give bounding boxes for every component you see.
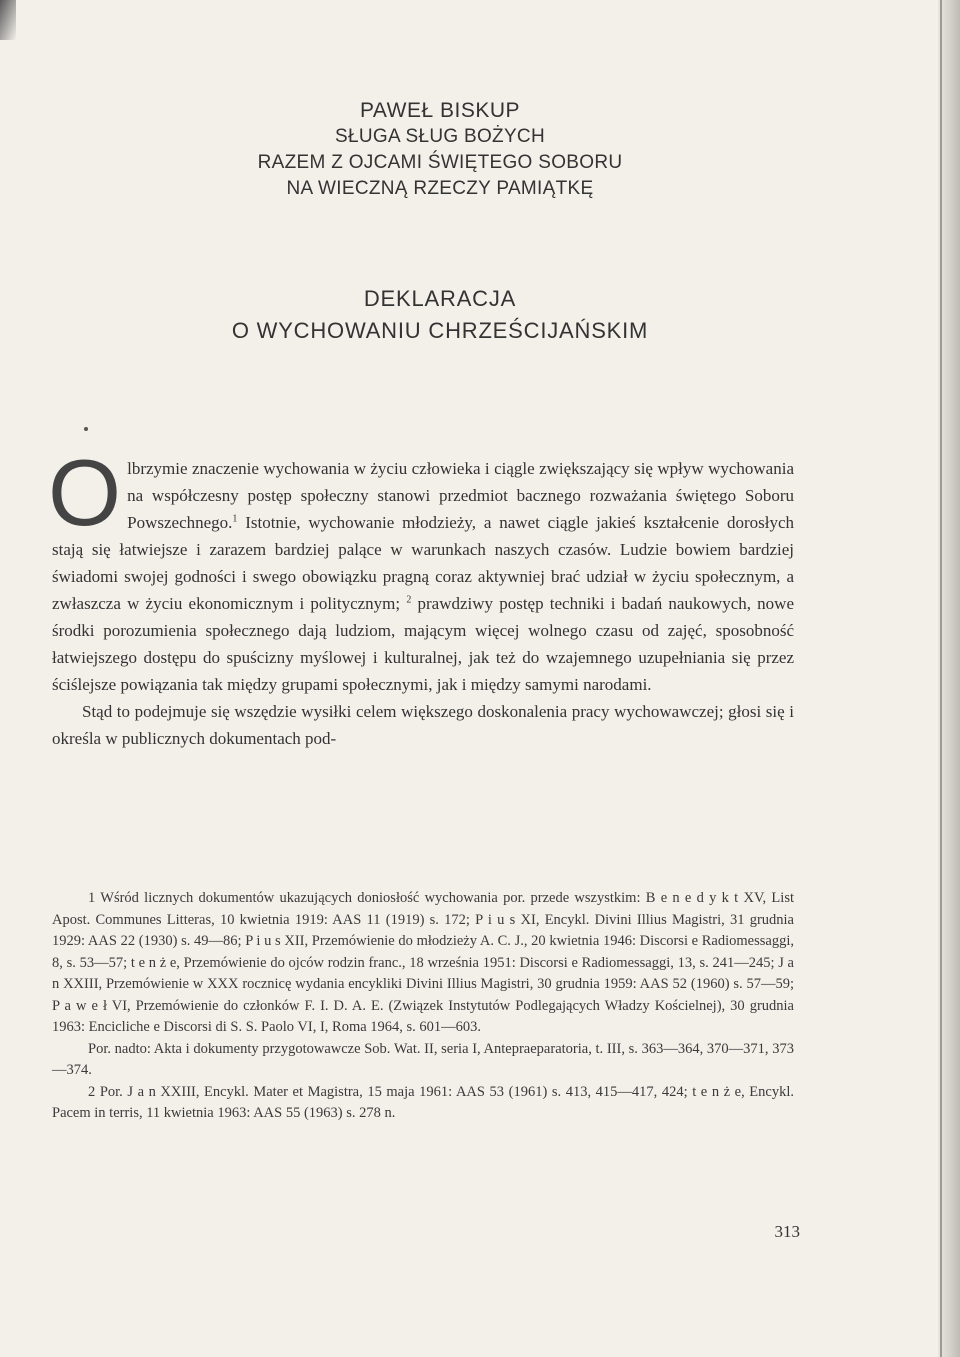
declaration-subtitle: O WYCHOWANIU CHRZEŚCIJAŃSKIM bbox=[231, 318, 649, 343]
footnote-2: 2 Por. J a n XXIII, Encykl. Mater et Magistra, 15 maja 1961: AAS 53 (1961) s. 413, 415—417, 424; t e n ż e, Encykl. Pacem in terris, 11 kwietnia 1963: AAS 55 (1963) s. 278 n. bbox=[52, 1083, 794, 1121]
paragraph-1-part-c: prawdziwy postęp techniki i badań naukowych, nowe środki porozumienia społecznego dają ludziom, mającym więcej wolnego czasu od zajęć, sposobność łatwiejszego dostępu do spuścizny myślowej i kulturalnej, jak też do wzajemnego uzupełniania się przez ściślejsze powiązania tak między grupami społecznymi, jak i między samymi narodami. bbox=[52, 594, 795, 694]
footnotes bbox=[52, 888, 794, 1125]
memorial-line: NA WIECZNĄ RZECZY PAMIĄTKĘ bbox=[286, 178, 594, 199]
footnote-ref-1[interactable]: 1 bbox=[232, 513, 238, 525]
footnote-1: 1 Wśród licznych dokumentów ukazujących doniosłość wychowania por. przede wszystkim: B e n e d y k t XV, List Apost. Communes Litteras, 10 kwietnia 1919: AAS 11 (1919) s. 172; P i u s XI, Encykl. Divini Illius Magistri, 31 grudnia 1929: AAS 22 (1930) s. 49—86; P i u s XII, Przemówienie do młodzieży A. C. J., 20 kwietnia 1946: Discorsi e Radiomessaggi, 8, s. 53—57; t e n ż e, Przemówienie do ojców rodzin franc., 18 września 1951: Discorsi e Radiomessaggi, 13, s. 241—245; J a n XXIII, Przemówienie w XXX rocznicę wydania encykliki Divini Illius Magistri, 30 grudnia 1959: AAS 52 (1960) s. 57—59; P a w e ł VI, Przemówienie do członków F. I. D. A. E. (Związek Instytutów Podlegających Władzy Kościelnej), 30 grudnia 1963: Encicliche e Discorsi di S. S. Paolo VI, I, Roma 1964, s. 601—603. bbox=[52, 890, 794, 1035]
scan-corner-shadow bbox=[0, 0, 16, 40]
drop-cap: O bbox=[48, 440, 122, 545]
paragraph-2: Stąd to podejmuje się wszędzie wysiłki celem większego doskonalenia pracy wychowawczej; głosi się i określa w publicznych dokumentach pod- bbox=[52, 702, 794, 748]
paragraph-1-part-a: lbrzymie znaczenie wychowania w życiu człowieka i ciągle zwiększający się wpływ wychowania na współczesny postęp społeczny stanowi przedmiot bacznego rozważania świętego Soboru Powszechnego. bbox=[127, 459, 794, 532]
main-text bbox=[48, 440, 795, 752]
book-gutter-line bbox=[940, 0, 942, 1357]
declaration-title: DEKLARACJA bbox=[363, 286, 517, 311]
document-header bbox=[80, 98, 800, 347]
margin-dot bbox=[84, 427, 88, 431]
servant-title: SŁUGA SŁUG BOŻYCH bbox=[335, 126, 545, 147]
pope-name: PAWEŁ BISKUP bbox=[359, 99, 521, 122]
footnote-1-continued: Por. nadto: Akta i dokumenty przygotowawcze Sob. Wat. II, seria I, Antepraeparatoria, t. III, s. 363—364, 370—371, 373—374. bbox=[52, 1040, 794, 1078]
paragraph-1-part-b: Istotnie, wychowanie młodzieży, a nawet ciągle jakieś kształcenie dorosłych stają się łatwiejsze i zarazem bardziej palące w warunkach naszych czasów. Ludzie bowiem bardziej świadomi swojej godności i swego obowiązku pragną coraz aktywniej brać udział w życiu społecznym, a zwłaszcza w życiu ekonomicznym i politycznym; bbox=[52, 513, 794, 613]
paragraph-1 bbox=[48, 440, 795, 698]
council-fathers-line: RAZEM Z OJCAMI ŚWIĘTEGO SOBORU bbox=[257, 152, 623, 173]
footnote-ref-2[interactable]: 2 bbox=[406, 594, 412, 606]
page-number: 313 bbox=[774, 1222, 800, 1241]
